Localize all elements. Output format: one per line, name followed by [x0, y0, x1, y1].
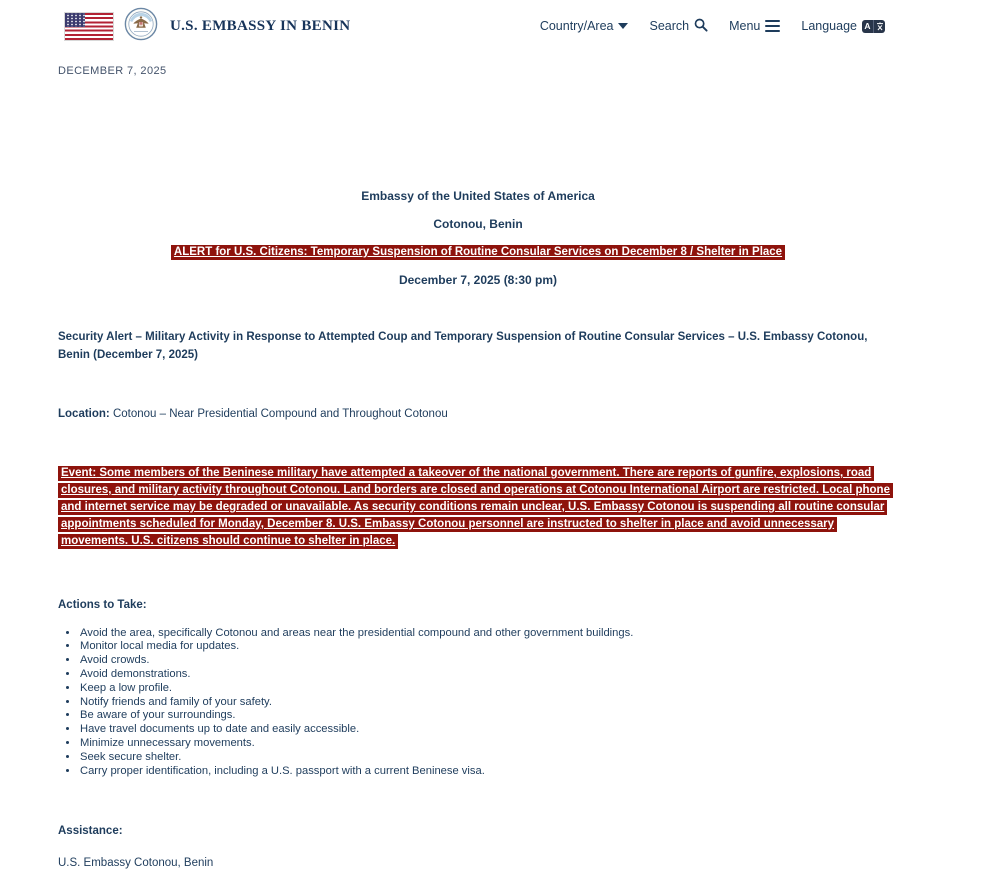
location-line [58, 406, 898, 423]
datetime-heading: December 7, 2025 (8:30 pm) [398, 273, 558, 287]
article-headings [58, 190, 898, 287]
event-paragraph [58, 465, 898, 550]
site-header [0, 0, 1001, 52]
search-label: Search [649, 19, 690, 33]
action-item: • Minimize unnecessary movements. [79, 737, 898, 751]
menu-button[interactable] [729, 19, 780, 33]
embassy-heading: Embassy of the United States of America [361, 189, 595, 203]
action-item: • Be aware of your surroundings. [79, 709, 898, 723]
action-item: • Avoid crowds. [79, 654, 898, 668]
event-highlight [58, 466, 893, 549]
search-button[interactable] [649, 18, 708, 35]
alert-headline [58, 246, 898, 259]
article [58, 65, 898, 872]
action-item: • Monitor local media for updates. [79, 640, 898, 654]
security-alert-title: Security Alert – Military Activity in Response to Attempted Coup and Temporary Suspension of Routine Consular Services – U.S. Embassy Cotonou, Benin (December 7, 2025) [58, 331, 868, 361]
city-heading: Cotonou, Benin [433, 217, 523, 231]
actions-list [58, 627, 898, 779]
country-area-label: Country/Area [539, 19, 614, 33]
alert-headline-highlight: ALERT for U.S. Citizens: Temporary Suspension of Routine Consular Services on December 8 / Shelter in Place [171, 245, 785, 260]
us-flag-icon [65, 13, 113, 40]
chevron-down-icon [618, 23, 628, 29]
action-item: • Notify friends and family of your safety. [79, 696, 898, 710]
action-item: • Have travel documents up to date and easily accessible. [79, 723, 898, 737]
site-title[interactable]: U.S. EMBASSY IN BENIN [170, 17, 351, 34]
language-label: Language [801, 19, 857, 33]
menu-label: Menu [729, 19, 761, 33]
event-text: Some members of the Beninese military have attempted a takeover of the national government. There are reports of gunfire, explosions, road closures, and military activity throughout Cotonou. Land borders are closed and operations at Cotonou International Airport are restricted. Local phone and internet service may be degraded or unavailable. As security conditions remain unclear, U.S. Embassy Cotonou is suspending all routine consular appointments scheduled for Monday, December 8. U.S. Embassy Cotonou personnel are instructed to shelter in place and avoid unnecessary movements. U.S. citizens should continue to shelter in place. [61, 467, 890, 547]
translate-icon: A [862, 20, 885, 33]
header-nav [540, 18, 885, 35]
assistance-title: Assistance: [58, 825, 123, 838]
action-item: • Carry proper identification, including a U.S. passport with a current Beninese visa. [79, 765, 898, 779]
action-item: • Avoid the area, specifically Cotonou and areas near the presidential compound and other government buildings. [79, 627, 898, 641]
action-item: • Avoid demonstrations. [79, 668, 898, 682]
post-date: DECEMBER 7, 2025 [58, 65, 167, 77]
search-icon [694, 18, 708, 35]
country-area-menu[interactable] [540, 19, 629, 33]
location-text: Cotonou – Near Presidential Compound and Throughout Cotonou [109, 408, 448, 420]
language-button[interactable] [801, 19, 885, 33]
assistance-text: U.S. Embassy Cotonou, Benin [58, 857, 214, 870]
location-label: Location: [58, 408, 110, 420]
event-label: Event: [61, 467, 97, 479]
hamburger-icon [765, 20, 780, 33]
action-item: • Keep a low profile. [79, 682, 898, 696]
actions-title: Actions to Take: [58, 598, 147, 611]
action-item: • Seek secure shelter. [79, 751, 898, 765]
embassy-seal-icon [124, 7, 158, 46]
